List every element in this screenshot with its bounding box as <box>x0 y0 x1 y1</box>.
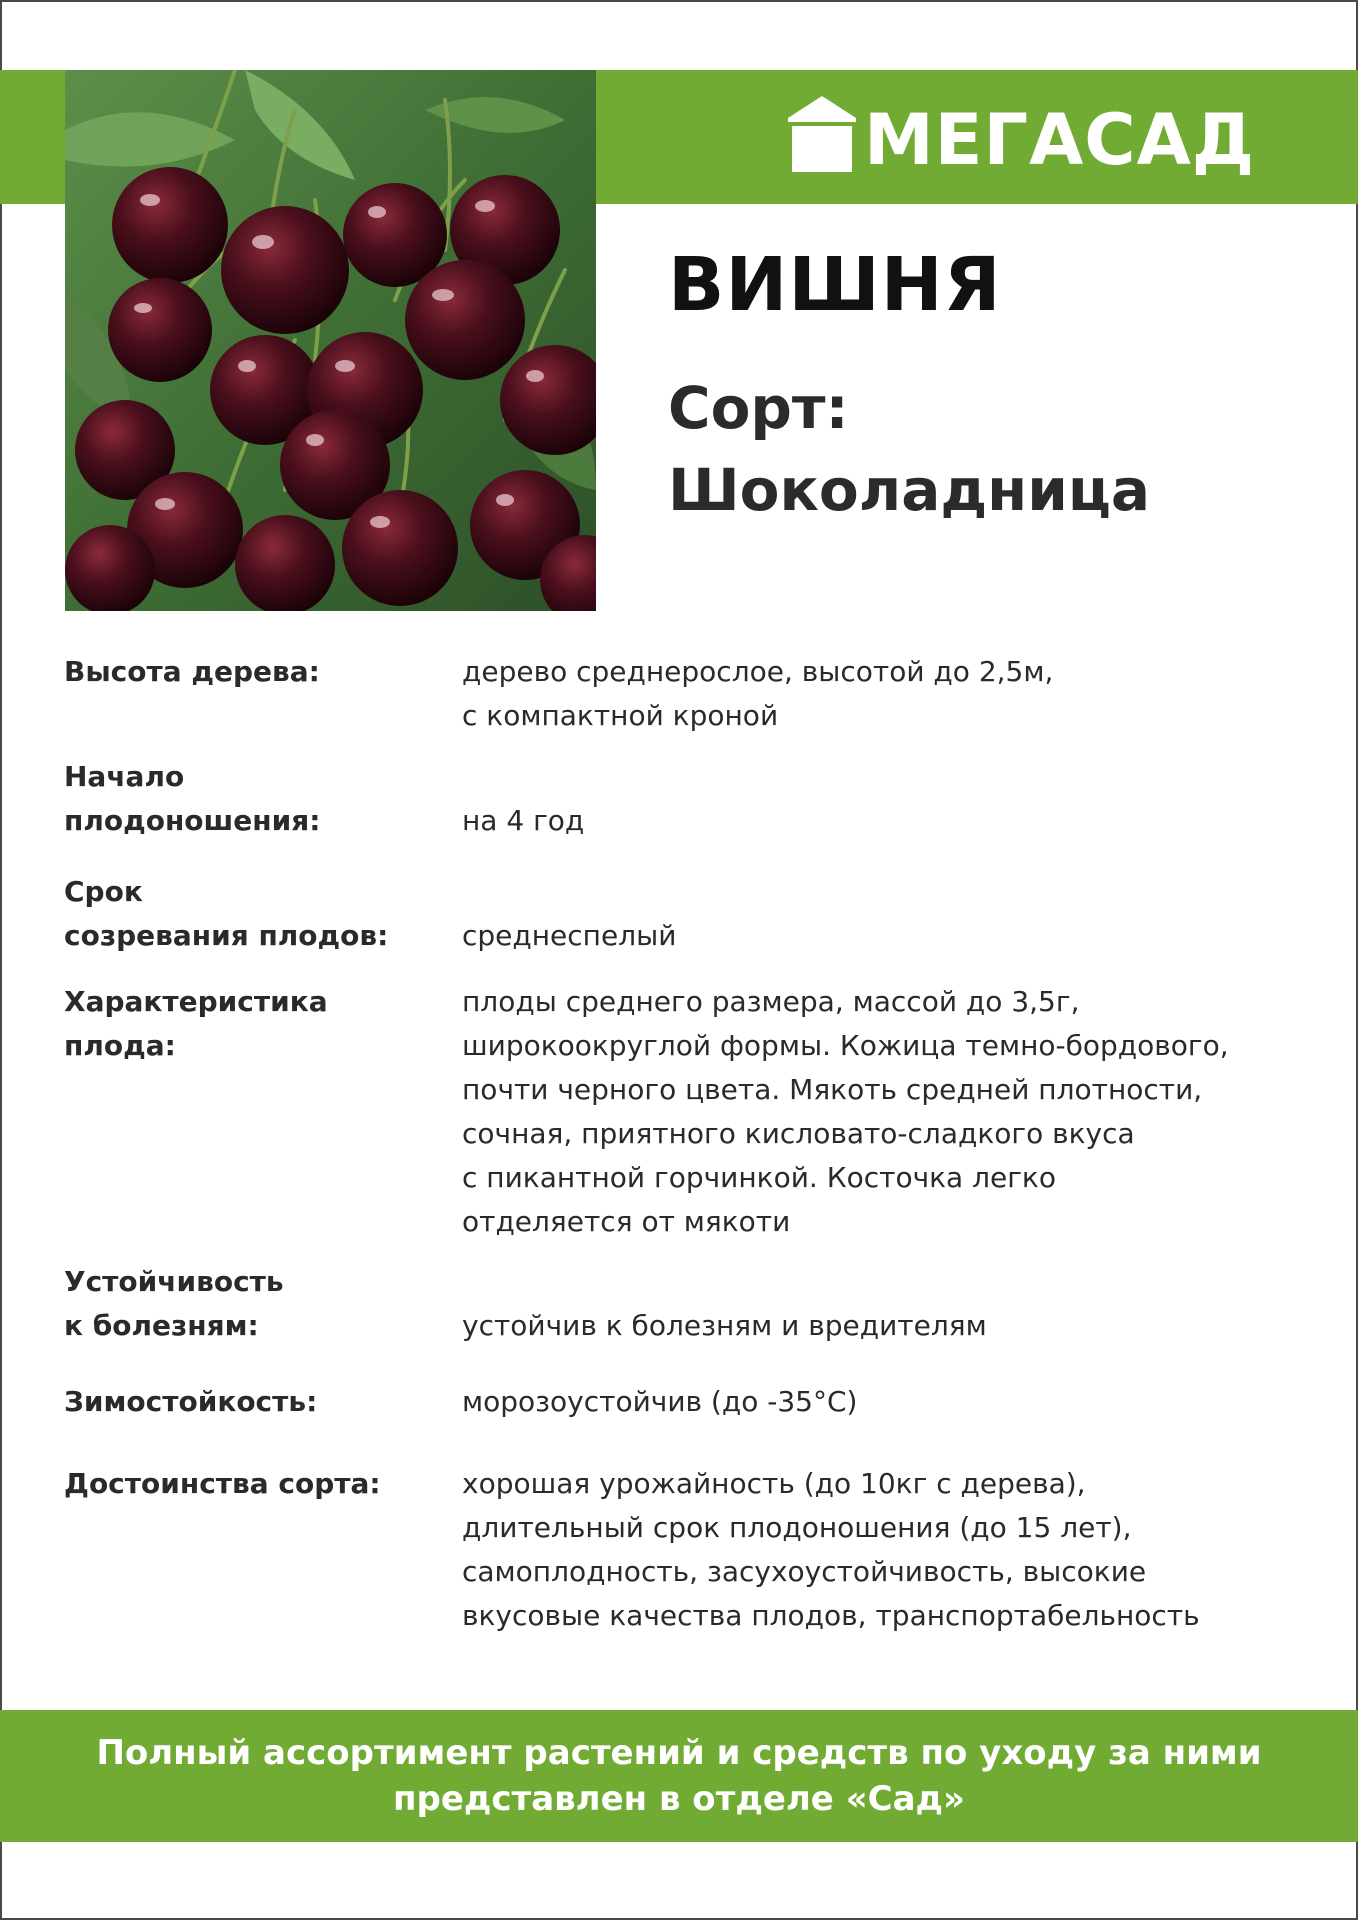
page-title: ВИШНЯ <box>668 242 1002 328</box>
spec-value: дерево среднерослое, высотой до 2,5м, с компактной кроной <box>462 655 1054 732</box>
spec-label: Характеристика плода: <box>64 985 328 1062</box>
brand-name: МЕГАСАД <box>864 99 1256 181</box>
spec-label: Достоинства сорта: <box>64 1467 381 1500</box>
spec-value: на 4 год <box>462 804 585 837</box>
spec-label: Зимостойкость: <box>64 1385 318 1418</box>
spec-label: Начало плодоношения: <box>64 760 321 837</box>
variety-label: Сорт: <box>668 374 849 442</box>
spec-value: морозоустойчив (до -35°С) <box>462 1385 858 1418</box>
spec-value: хорошая урожайность (до 10кг с дерева), длительный срок плодоношения (до 15 лет), самоплодность, засухоустойчивость, высокие вкусовые качества плодов, транспортабельность <box>462 1467 1200 1632</box>
spec-label: Срок созревания плодов: <box>64 875 389 952</box>
variety-name: Шоколадница <box>668 456 1151 524</box>
cherries-photo <box>65 70 596 611</box>
megasad-logo <box>784 92 1256 182</box>
footer-banner <box>0 1710 1358 1842</box>
house-icon <box>784 92 860 174</box>
spec-label: Высота дерева: <box>64 655 320 688</box>
spec-value: плоды среднего размера, массой до 3,5г, широкоокруглой формы. Кожица темно-бордового, почти черного цвета. Мякоть средней плотности, сочная, приятного кисловато-сладкого вкуса с пикантной горчинкой. Косточка легко отделяется от мякоти <box>462 985 1229 1238</box>
footer-text-line: Полный ассортимент растений и средств по уходу за ними <box>96 1733 1262 1773</box>
spec-value: устойчив к болезням и вредителям <box>462 1309 987 1342</box>
footer-text-line: представлен в отделе «Сад» <box>393 1779 965 1819</box>
spec-label: Устойчивость к болезням: <box>64 1265 284 1342</box>
spec-value: среднеспелый <box>462 919 677 952</box>
